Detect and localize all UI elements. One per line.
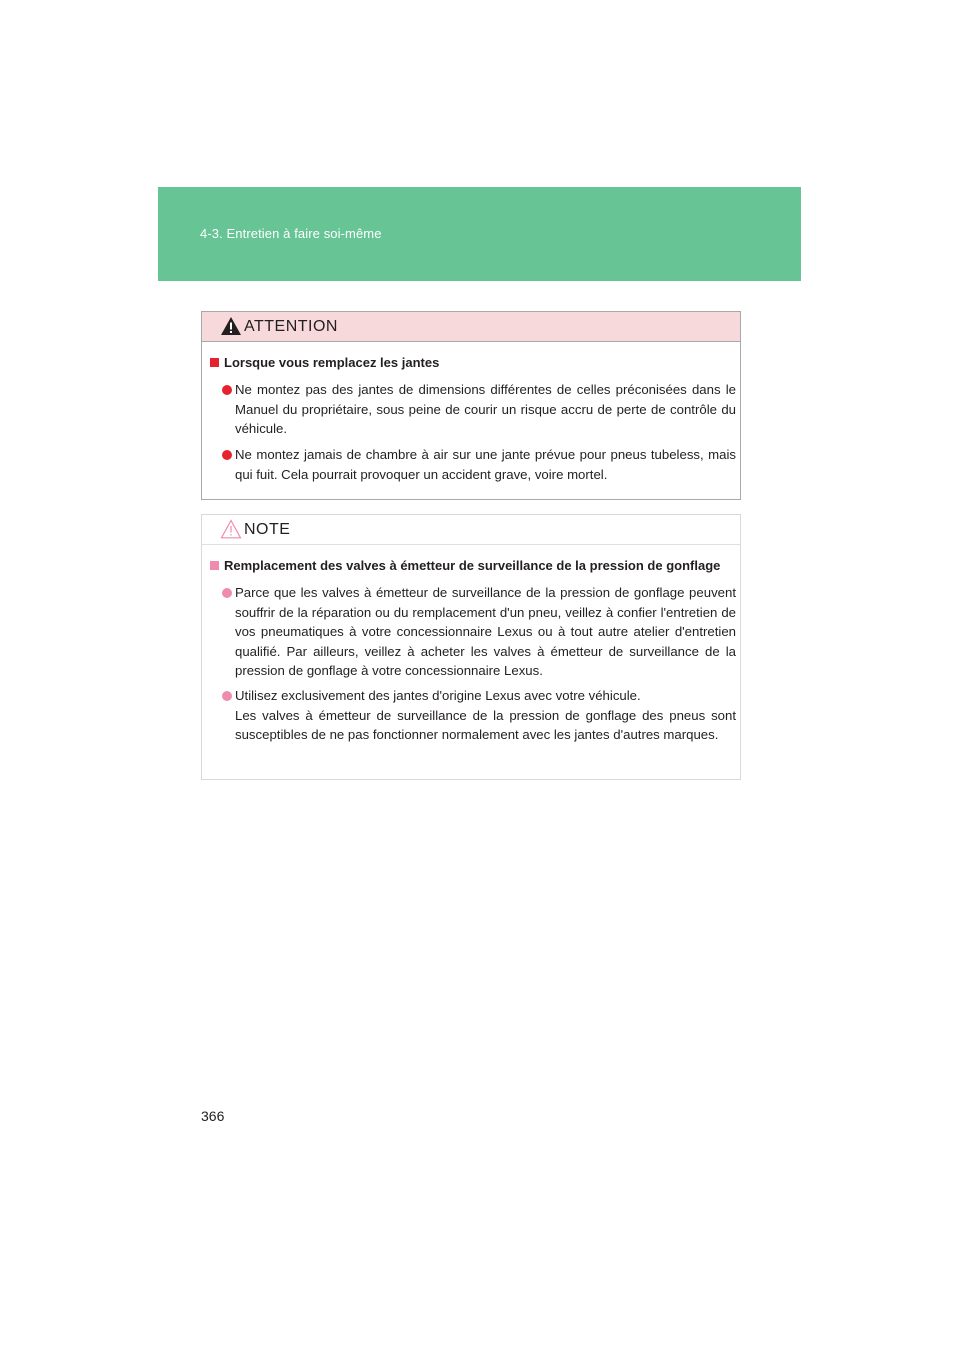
note-item-continuation-text: Les valves à émetteur de surveillance de la pression de gonflage des pneus sont susceptibles de ne pas fonctionner normalement avec les jantes d'autres marques. [235, 707, 736, 742]
section-header-band [158, 187, 801, 281]
note-section-title-text: Remplacement des valves à émetteur de surveillance de la pression de gonflage [224, 558, 721, 573]
note-item [222, 583, 736, 681]
bullet-dot-icon [222, 588, 232, 598]
attention-header [202, 312, 740, 342]
note-label: NOTE [244, 521, 291, 538]
page-number: 366 [201, 1108, 225, 1124]
bullet-dot-icon [222, 691, 232, 701]
note-item-text: Utilisez exclusivement des jantes d'origine Lexus avec votre véhicule. [235, 688, 641, 703]
attention-item [222, 380, 736, 439]
attention-item-text: Ne montez jamais de chambre à air sur une jante prévue pour pneus tubeless, mais qui fuit. Cela pourrait provoquer un accident grave, voire mortel. [235, 447, 736, 482]
note-item-text: Parce que les valves à émetteur de surveillance de la pression de gonflage peuvent souffrir de la réparation ou du remplacement d'un pneu, veillez à confier l'entretien de vos pneumatiques à votre concessionnaire Lexus ou à tout autre atelier d'entretien qualifié. Par ailleurs, veillez à acheter les valves à émetteur de surveillance de la pression de gonflage à votre concessionnaire Lexus. [235, 585, 736, 678]
attention-section-title-text: Lorsque vous remplacez les jantes [224, 355, 440, 370]
square-bullet-icon [210, 561, 219, 570]
bullet-dot-icon [222, 385, 232, 395]
warning-triangle-icon [220, 316, 242, 336]
note-section-title [210, 558, 720, 573]
square-bullet-icon [210, 358, 219, 367]
warning-triangle-outline-icon [220, 519, 242, 539]
section-title: 4-3. Entretien à faire soi-même [200, 226, 382, 241]
note-item [222, 686, 736, 745]
attention-box [201, 311, 741, 500]
attention-section-title [210, 355, 439, 370]
note-box [201, 514, 741, 780]
note-header [202, 515, 740, 545]
attention-item-text: Ne montez pas des jantes de dimensions différentes de celles préconisées dans le Manuel du propriétaire, sous peine de courir un risque accru de perte de contrôle du véhicule. [235, 382, 736, 436]
attention-label: ATTENTION [244, 318, 338, 335]
attention-item [222, 445, 736, 484]
bullet-dot-icon [222, 450, 232, 460]
